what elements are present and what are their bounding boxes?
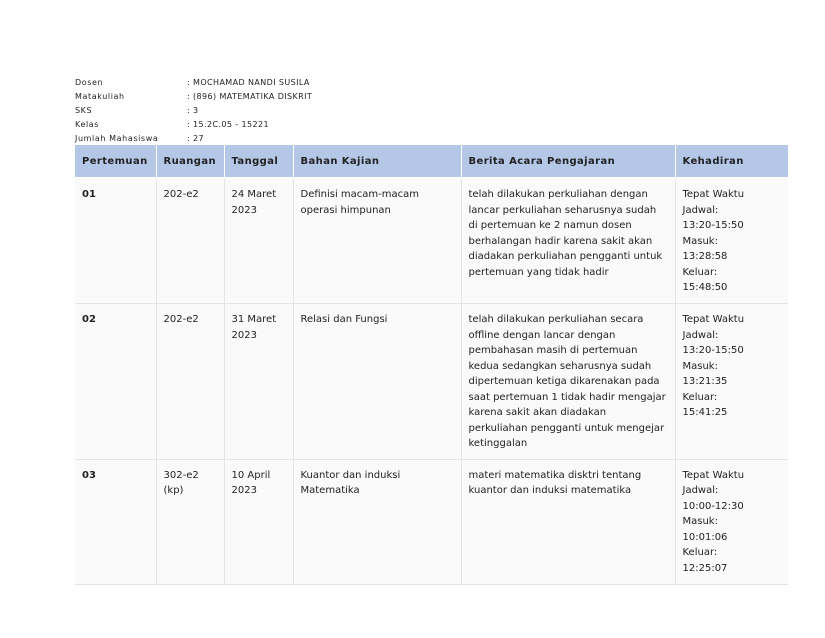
masuk-label: Masuk:: [682, 360, 718, 372]
info-row-matakuliah: [75, 90, 312, 104]
info-label: Matakuliah: [75, 92, 125, 101]
table-row: [75, 304, 788, 460]
cell-tanggal: 24 Maret 2023: [224, 179, 293, 304]
course-info: [75, 76, 312, 146]
cell-bahan: Definisi macam-macam operasi himpunan: [293, 179, 461, 304]
info-value: : 15.2C.05 - 15221: [187, 120, 269, 129]
cell-berita: telah dilakukan perkuliahan secara offline dengan lancar dengan pembahasan masih di pertemuan kedua sedangkan seharusnya sudah dipertemuan ketiga dikarenakan pada saat pertemuan 1 tidak hadir mengajar karena sakit akan diadakan perkuliahan pengganti untuk mengejar ketinggalan: [461, 304, 675, 460]
cell-tanggal: 10 April 2023: [224, 459, 293, 584]
header-kehadiran: Kehadiran: [675, 145, 788, 177]
table-row: [75, 179, 788, 304]
table-row: [75, 459, 788, 584]
cell-berita: materi matematika disktri tentang kuantor dan induksi matematika: [461, 459, 675, 584]
attendance-status: Tepat Waktu: [682, 314, 745, 325]
info-row-sks: [75, 104, 312, 118]
cell-pertemuan: 02: [75, 304, 156, 460]
cell-kehadiran: [675, 459, 788, 584]
info-value: : 27: [187, 134, 205, 143]
jadwal-value: 13:20-15:50: [682, 220, 744, 231]
header-pertemuan: Pertemuan: [75, 145, 156, 177]
cell-ruangan: 202-e2: [156, 179, 224, 304]
jadwal-label: Jadwal:: [682, 204, 719, 216]
table-header-row: [75, 145, 788, 177]
keluar-value: 15:48:50: [682, 282, 728, 293]
cell-berita: telah dilakukan perkuliahan dengan lancar perkuliahan seharusnya sudah di pertemuan ke 2 namun dosen berhalangan hadir karena sakit akan diadakan perkuliahan pengganti untuk pertemuan yang tidak hadir: [461, 179, 675, 304]
keluar-value: 15:41:25: [682, 407, 728, 418]
cell-ruangan: 302-e2 (kp): [156, 459, 224, 584]
info-label: Kelas: [75, 120, 100, 129]
attendance-table: [75, 145, 788, 585]
header-berita-acara: Berita Acara Pengajaran: [461, 145, 675, 177]
keluar-value: 12:25:07: [682, 562, 728, 574]
jadwal-value: 13:20-15:50: [682, 345, 744, 356]
header-tanggal: Tanggal: [224, 145, 293, 177]
cell-pertemuan: 03: [75, 459, 156, 584]
keluar-label: Keluar:: [682, 547, 718, 558]
masuk-label: Masuk:: [682, 516, 718, 527]
keluar-label: Keluar:: [682, 266, 718, 278]
info-value: : MOCHAMAD NANDI SUSILA: [187, 78, 310, 87]
cell-tanggal: 31 Maret 2023: [224, 304, 293, 460]
info-label: Jumlah Mahasiswa: [75, 134, 159, 143]
info-row-dosen: [75, 76, 312, 90]
header-ruangan: Ruangan: [156, 145, 224, 177]
info-label: Dosen: [75, 78, 104, 87]
keluar-label: Keluar:: [682, 391, 718, 403]
masuk-value: 10:01:06: [682, 531, 728, 543]
info-value: : 3: [187, 106, 199, 115]
info-value: : (896) MATEMATIKA DISKRIT: [187, 92, 313, 101]
info-row-jumlah: [75, 132, 312, 146]
masuk-value: 13:21:35: [682, 376, 728, 387]
jadwal-value: 10:00-12:30: [682, 500, 744, 512]
info-row-kelas: [75, 118, 312, 132]
info-label: SKS: [75, 106, 93, 115]
masuk-value: 13:28:58: [682, 251, 728, 262]
cell-pertemuan: 01: [75, 179, 156, 304]
jadwal-label: Jadwal:: [682, 485, 719, 496]
attendance-status: Tepat Waktu: [682, 469, 745, 481]
cell-bahan: Relasi dan Fungsi: [293, 304, 461, 460]
attendance-status: Tepat Waktu: [682, 189, 745, 200]
header-bahan-kajian: Bahan Kajian: [293, 145, 461, 177]
cell-ruangan: 202-e2: [156, 304, 224, 460]
cell-kehadiran: [675, 179, 788, 304]
cell-bahan: Kuantor dan induksi Matematika: [293, 459, 461, 584]
masuk-label: Masuk:: [682, 235, 718, 247]
cell-kehadiran: [675, 304, 788, 460]
jadwal-label: Jadwal:: [682, 329, 719, 341]
